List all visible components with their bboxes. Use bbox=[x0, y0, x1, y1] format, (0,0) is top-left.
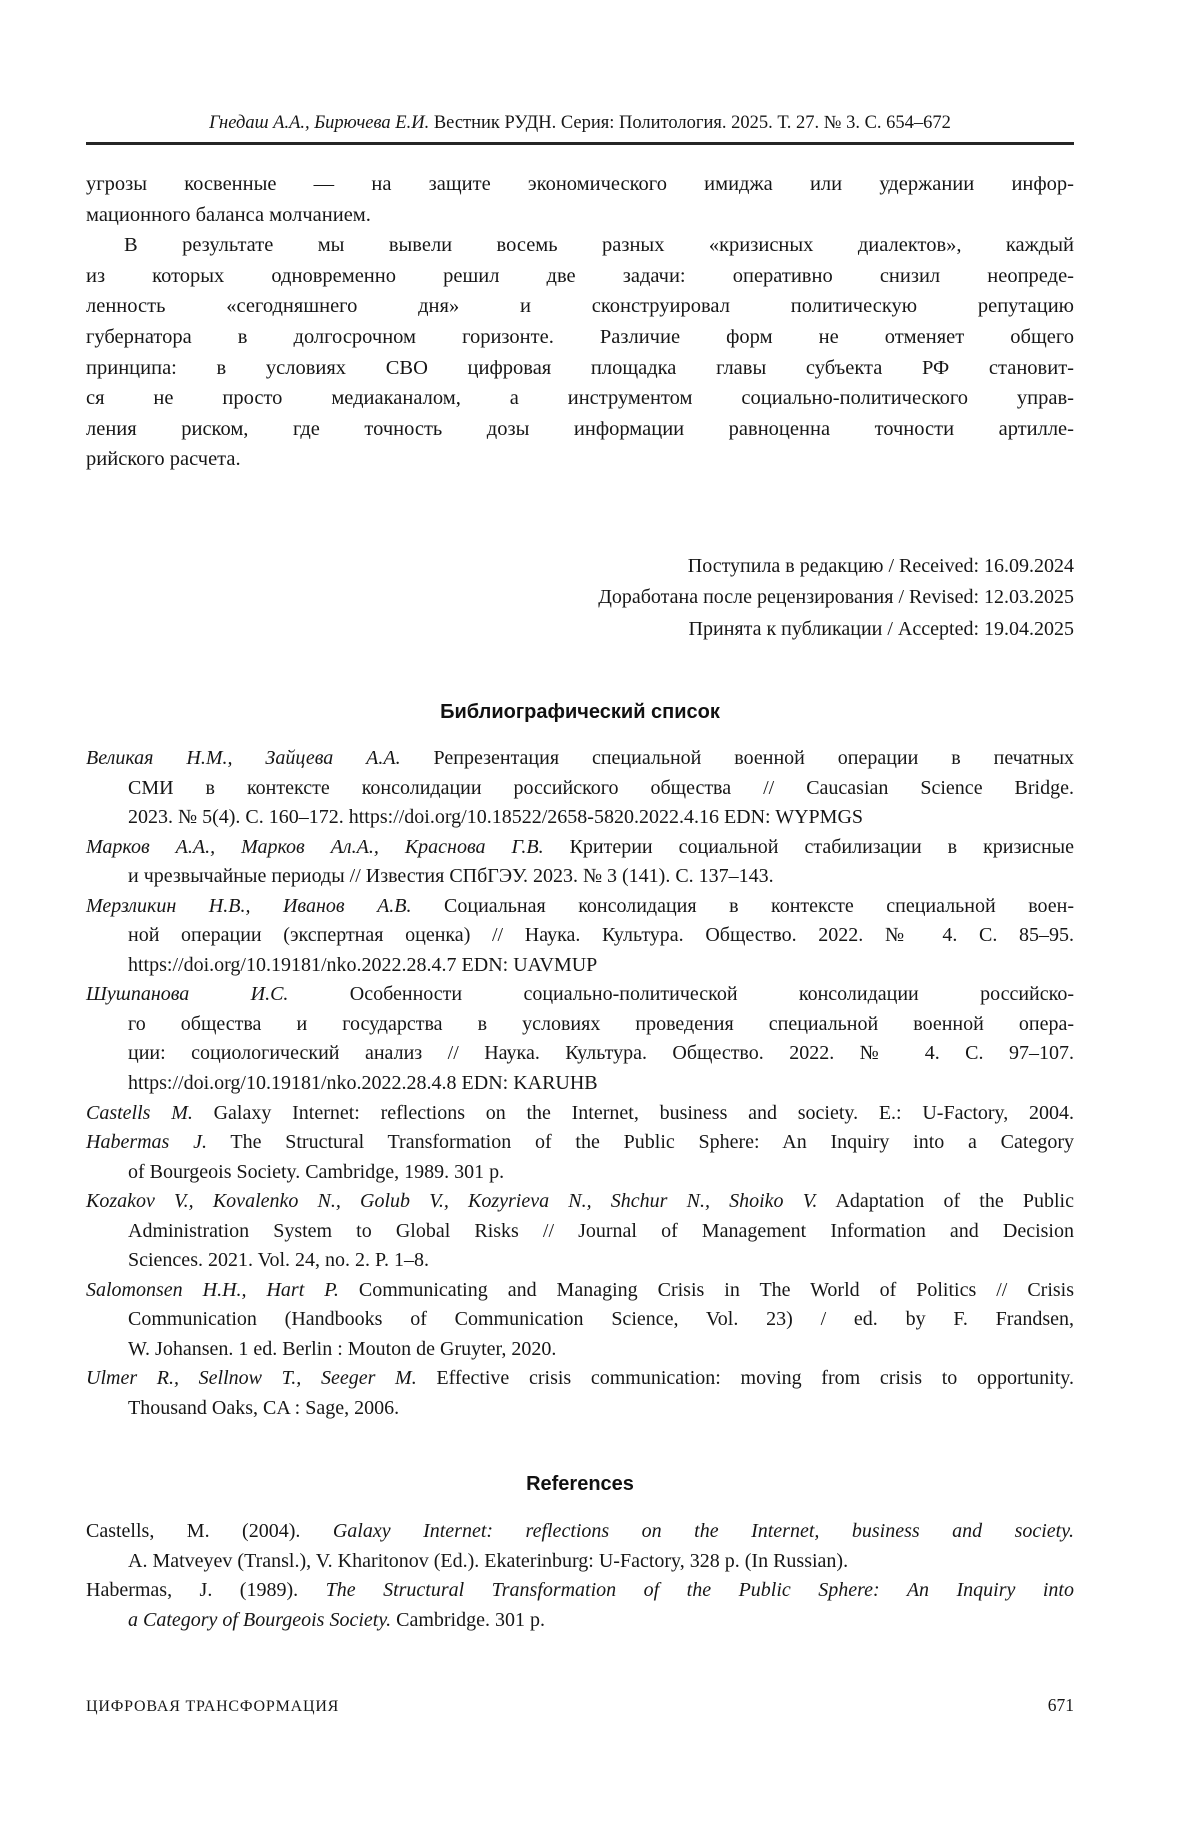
date-line bbox=[86, 582, 1074, 613]
text-segment: принципа: в условиях СВО цифровая площадка главы субъекта РФ становит- bbox=[86, 356, 1074, 379]
text-segment: мационного баланса молчанием. bbox=[86, 203, 371, 226]
text-segment: и чрезвычайные периоды // Известия СПбГЭУ. 2023. № 3 (141). С. 137–143. bbox=[128, 865, 774, 888]
entry-authors-italic: Kozakov V., Kovalenko N., Golub V., Kozyrieva N., Shchur N., Shoiko V. bbox=[86, 1190, 818, 1213]
header-rule bbox=[86, 142, 1074, 145]
text-segment: Репрезентация специальной военной операции в печатных bbox=[400, 747, 1074, 769]
entry-authors-italic: Salomonsen H.H., Hart P. bbox=[86, 1278, 339, 1301]
bibliography-entry-line bbox=[86, 1128, 1074, 1158]
running-header bbox=[86, 111, 1074, 135]
bibliography-entry bbox=[86, 892, 1074, 981]
body-text-line bbox=[86, 291, 1074, 322]
reference-entry-line bbox=[86, 1576, 1074, 1606]
running-header-authors: Гнедаш А.А., Бирючева Е.И. bbox=[209, 113, 430, 133]
text-segment: The Structural Transformation of the Public Sphere: An Inquiry into a Category bbox=[206, 1131, 1074, 1154]
text-segment: го общества и государства в условиях проведения специальной военной опера- bbox=[128, 1012, 1074, 1035]
text-segment: of Bourgeois Society. Cambridge, 1989. 301 p. bbox=[128, 1160, 505, 1183]
text-segment: Galaxy Internet: reflections on the Internet, business and society. E.: U-Factory, 2004. bbox=[192, 1101, 1074, 1124]
article-dates bbox=[86, 551, 1074, 645]
text-segment: ленность «сегодняшнего дня» и сконструировал политическую репутацию bbox=[86, 295, 1074, 318]
bibliography-entry-line bbox=[86, 1276, 1074, 1306]
date-line bbox=[86, 551, 1074, 582]
reference-entry-line bbox=[128, 1606, 1074, 1636]
body-paragraph bbox=[86, 169, 1074, 230]
text-segment: Communicating and Managing Crisis in The World of Politics // Crisis bbox=[338, 1278, 1074, 1301]
bibliography-entry bbox=[86, 1276, 1074, 1365]
bibliography-entry-line bbox=[128, 1010, 1074, 1040]
entry-authors-italic: Ulmer R., Sellnow T., Seeger M. bbox=[86, 1367, 417, 1390]
bibliography-entry bbox=[86, 980, 1074, 1098]
body-text-line bbox=[86, 230, 1074, 261]
body-text-line bbox=[86, 169, 1074, 200]
entry-authors-italic: Castells M. bbox=[86, 1101, 193, 1124]
footer-section-label: ЦИФРОВАЯ ТРАНСФОРМАЦИЯ bbox=[86, 1698, 340, 1715]
reference-entry-line bbox=[128, 1547, 1074, 1577]
text-segment: Habermas, J. (1989). bbox=[86, 1579, 326, 1602]
text-segment: Критерии социальной стабилизации в кризисные bbox=[543, 835, 1074, 858]
bibliography-entry bbox=[86, 1364, 1074, 1423]
text-segment: Sciences. 2021. Vol. 24, no. 2. P. 1–8. bbox=[128, 1249, 429, 1272]
body-text-line bbox=[86, 414, 1074, 445]
body-text-line bbox=[86, 322, 1074, 353]
bibliography-entry-line bbox=[86, 1364, 1074, 1394]
text-segment: В результате мы вывели восемь разных «кризисных диалектов», каждый bbox=[124, 234, 1074, 257]
bibliography-entry-line bbox=[86, 833, 1074, 863]
bibliography-entry-line bbox=[128, 1394, 1074, 1424]
entry-authors-italic: Galaxy Internet: reflections on the Internet, business and society. bbox=[332, 1520, 1075, 1542]
bibliography-entry-line bbox=[128, 1039, 1074, 1069]
references-list bbox=[86, 1517, 1074, 1635]
bibliography-entry-line bbox=[128, 1305, 1074, 1335]
bibliography-entry-line bbox=[128, 1217, 1074, 1247]
bibliography-entry-line bbox=[86, 1187, 1074, 1217]
bibliography-entry-line bbox=[128, 1335, 1074, 1365]
text-segment: СМИ в контексте консолидации российского общества // Caucasian Science Bridge. bbox=[128, 776, 1074, 799]
bibliography-entry-line bbox=[86, 1099, 1074, 1129]
bibliography-list bbox=[86, 744, 1074, 1424]
body-text-line bbox=[86, 200, 1074, 231]
text-segment: Особенности социально-политической консолидации российско- bbox=[288, 983, 1074, 1006]
bibliography-entry-line bbox=[128, 1069, 1074, 1099]
article-body bbox=[86, 169, 1074, 475]
text-segment: https://doi.org/10.19181/nko.2022.28.4.8 EDN: KARUHB bbox=[128, 1072, 598, 1095]
entry-authors-italic: Мерзликин Н.В., Иванов А.В. bbox=[86, 894, 412, 917]
reference-entry bbox=[86, 1517, 1074, 1576]
body-text-line bbox=[86, 261, 1074, 292]
bibliography-entry-line bbox=[128, 803, 1074, 833]
text-segment: рийского расчета. bbox=[86, 448, 241, 471]
text-segment: Castells, M. (2004). bbox=[86, 1520, 333, 1542]
entry-authors-italic: The Structural Transformation of the Public Sphere: An Inquiry into bbox=[325, 1579, 1074, 1602]
text-segment: Communication (Handbooks of Communication Science, Vol. 23) / ed. by F. Frandsen, bbox=[128, 1308, 1074, 1331]
text-segment: ления риском, где точность дозы информации равноценна точности артилле- bbox=[86, 417, 1074, 440]
page-footer bbox=[86, 1695, 1074, 1716]
references-heading: References bbox=[526, 1473, 634, 1495]
entry-authors-italic: Марков А.А., Марков Ал.А., Краснова Г.В. bbox=[86, 835, 544, 858]
text-segment: Принята к публикации / Accepted: 19.04.2025 bbox=[688, 617, 1074, 640]
entry-authors-italic: Великая Н.М., Зайцева А.А. bbox=[86, 747, 401, 769]
bibliography-entry-line bbox=[128, 1246, 1074, 1276]
reference-entry bbox=[86, 1576, 1074, 1635]
text-segment: Cambridge. 301 p. bbox=[391, 1608, 545, 1631]
entry-authors-italic: a Category of Bourgeois Society. bbox=[128, 1608, 392, 1631]
bibliography-entry-line bbox=[128, 921, 1074, 951]
bibliography-entry bbox=[86, 1099, 1074, 1129]
body-paragraph bbox=[86, 230, 1074, 475]
date-line bbox=[86, 614, 1074, 645]
text-segment: из которых одновременно решил две задачи: оперативно снизил неопреде- bbox=[86, 264, 1074, 287]
text-segment: Thousand Oaks, CA : Sage, 2006. bbox=[128, 1397, 400, 1420]
text-segment: угрозы косвенные — на защите экономического имиджа или удержании инфор- bbox=[86, 173, 1074, 195]
bibliography-entry-line bbox=[128, 951, 1074, 981]
bibliography-entry bbox=[86, 1128, 1074, 1187]
entry-authors-italic: Habermas J. bbox=[86, 1131, 207, 1154]
bibliography-entry-line bbox=[86, 892, 1074, 922]
bibliography-entry bbox=[86, 1187, 1074, 1276]
bibliography-entry-line bbox=[128, 774, 1074, 804]
text-segment: ной операции (экспертная оценка) // Наука. Культура. Общество. 2022. № 4. С. 85–95. bbox=[128, 924, 1074, 947]
text-segment: W. Johansen. 1 ed. Berlin : Mouton de Gruyter, 2020. bbox=[128, 1337, 557, 1360]
text-segment: Поступила в редакцию / Received: 16.09.2024 bbox=[687, 555, 1074, 577]
body-text-line bbox=[86, 353, 1074, 384]
bibliography-entry-line bbox=[86, 744, 1074, 774]
bibliography-entry-line bbox=[128, 862, 1074, 892]
text-segment: A. Matveyev (Transl.), V. Kharitonov (Ed.). Ekaterinburg: U-Factory, 328 p. (In Russian). bbox=[128, 1549, 849, 1572]
body-text-line bbox=[86, 383, 1074, 414]
text-segment: 2023. № 5(4). С. 160–172. https://doi.org/10.18522/2658-5820.2022.4.16 EDN: WYPMGS bbox=[128, 806, 864, 829]
bibliography-entry-line bbox=[128, 1158, 1074, 1188]
bibliography-entry bbox=[86, 744, 1074, 833]
text-segment: Adaptation of the Public bbox=[817, 1190, 1074, 1213]
entry-authors-italic: Шушпанова И.С. bbox=[86, 983, 289, 1006]
text-segment: https://doi.org/10.19181/nko.2022.28.4.7 EDN: UAVMUP bbox=[128, 953, 598, 976]
text-segment: Доработана после рецензирования / Revised: 12.03.2025 bbox=[598, 586, 1074, 609]
footer-page-number: 671 bbox=[1047, 1695, 1074, 1715]
body-text-line bbox=[86, 444, 1074, 475]
text-segment: ся не просто медиаканалом, а инструментом социально-политического управ- bbox=[86, 387, 1074, 410]
running-header-citation: Вестник РУДН. Серия: Политология. 2025. Т. 27. № 3. С. 654–672 bbox=[433, 113, 951, 133]
text-segment: Administration System to Global Risks // Journal of Management Information and Decision bbox=[128, 1219, 1074, 1242]
reference-entry-line bbox=[86, 1517, 1074, 1547]
text-segment: ции: социологический анализ // Наука. Культура. Общество. 2022. № 4. С. 97–107. bbox=[128, 1042, 1074, 1065]
text-segment: губернатора в долгосрочном горизонте. Различие форм не отменяет общего bbox=[86, 325, 1074, 348]
bibliography-entry bbox=[86, 833, 1074, 892]
text-segment: Социальная консолидация в контексте специальной воен- bbox=[411, 894, 1074, 917]
bibliography-heading: Библиографический список bbox=[440, 701, 720, 723]
bibliography-entry-line bbox=[86, 980, 1074, 1010]
text-segment: Effective crisis communication: moving from crisis to opportunity. bbox=[416, 1367, 1074, 1390]
